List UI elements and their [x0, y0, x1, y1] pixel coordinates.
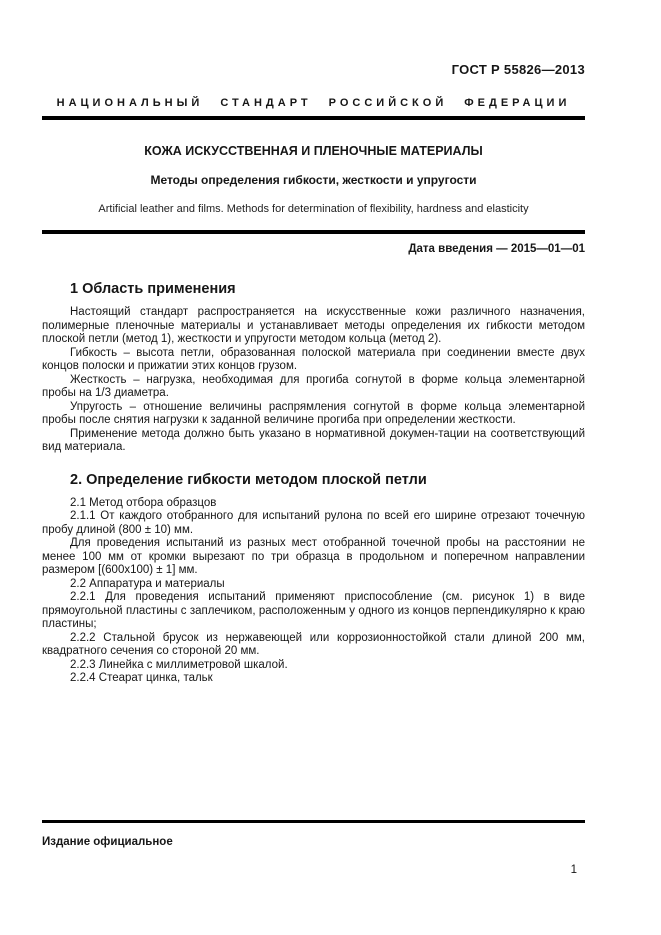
paragraph: 2.2.3 Линейка с миллиметровой шкалой. — [70, 658, 288, 671]
section-1-body — [42, 306, 585, 455]
paragraph: Упругость – отношение величины распрямления согнутой в форме кольца элементарной пробы после снятия нагрузки к заданной величине прогиба при определении жесткости. — [42, 400, 585, 426]
page-footer — [42, 820, 585, 876]
paragraph: 2.2.1 Для проведения испытаний применяют приспособление (см. рисунок 1) в виде прямоугольной пластины с заплечиком, расположенным у одного из концов перпендикулярно к краю пластины; — [42, 591, 585, 630]
page-content — [42, 0, 585, 686]
paragraph: 2.2 Аппаратура и материалы — [70, 577, 225, 590]
doc-title-english: Artificial leather and films. Methods for determination of flexibility, hardness and elasticity — [98, 203, 529, 215]
doc-title: КОЖА ИСКУССТВЕННАЯ И ПЛЕНОЧНЫЕ МАТЕРИАЛЫ — [144, 144, 483, 158]
paragraph: 2.1.1 От каждого отобранного для испытаний рулона по всей его ширине отрезают точечную пробу длиной (800 ± 10) мм. — [42, 510, 585, 536]
section-2-body — [42, 497, 585, 686]
paragraph: Настоящий стандарт распространяется на искусственные кожи различного назначения, полимерные пленочные материалы и устанавливает методы определения их гибкости методом плоской петли (метод 1), жесткости и упругости методом кольца (метод 2). — [42, 306, 585, 345]
title-rule — [42, 230, 585, 234]
federation-banner: НАЦИОНАЛЬНЫЙ СТАНДАРТ РОССИЙСКОЙ ФЕДЕРАЦИИ — [56, 97, 571, 109]
paragraph: 2.2.4 Стеарат цинка, тальк — [70, 672, 213, 684]
introduction-date: Дата введения — 2015—01—01 — [408, 243, 585, 255]
footer-rule — [42, 820, 585, 823]
paragraph: Для проведения испытаний из разных мест отобранной точечной пробы на расстоянии не менее 100 мм от кромки вырезают по три образца в продольном и поперечном направлении размером [(600x100) ± 1] мм. — [42, 537, 585, 576]
paragraph: Применение метода должно быть указано в нормативной докумен-тации на соответствующий вид материала. — [42, 427, 585, 453]
paragraph: Гибкость – высота петли, образованная полоской материала при соединении вместе двух концов полоски и прижатии этих концов грузом. — [42, 346, 585, 372]
doc-subtitle: Методы определения гибкости, жесткости и упругости — [150, 173, 477, 187]
section-2-heading: 2. Определение гибкости методом плоской петли — [70, 471, 427, 488]
header-rule — [42, 116, 585, 120]
doc-number: ГОСТ Р 55826—2013 — [451, 62, 585, 77]
paragraph: 2.2.2 Стальной брусок из нержавеющей или коррозионностойкой стали длиной 200 мм, квадратного сечения со стороной 20 мм. — [42, 631, 585, 657]
paragraph: Жесткость – нагрузка, необходимая для прогиба согнутой в форме кольца элементарной пробы на 1/3 диаметра. — [42, 373, 585, 399]
page-number: 1 — [570, 864, 577, 876]
section-1-heading: 1 Область применения — [70, 281, 236, 297]
paragraph: 2.1 Метод отбора образцов — [70, 496, 217, 509]
edition-note: Издание официальное — [42, 836, 173, 848]
